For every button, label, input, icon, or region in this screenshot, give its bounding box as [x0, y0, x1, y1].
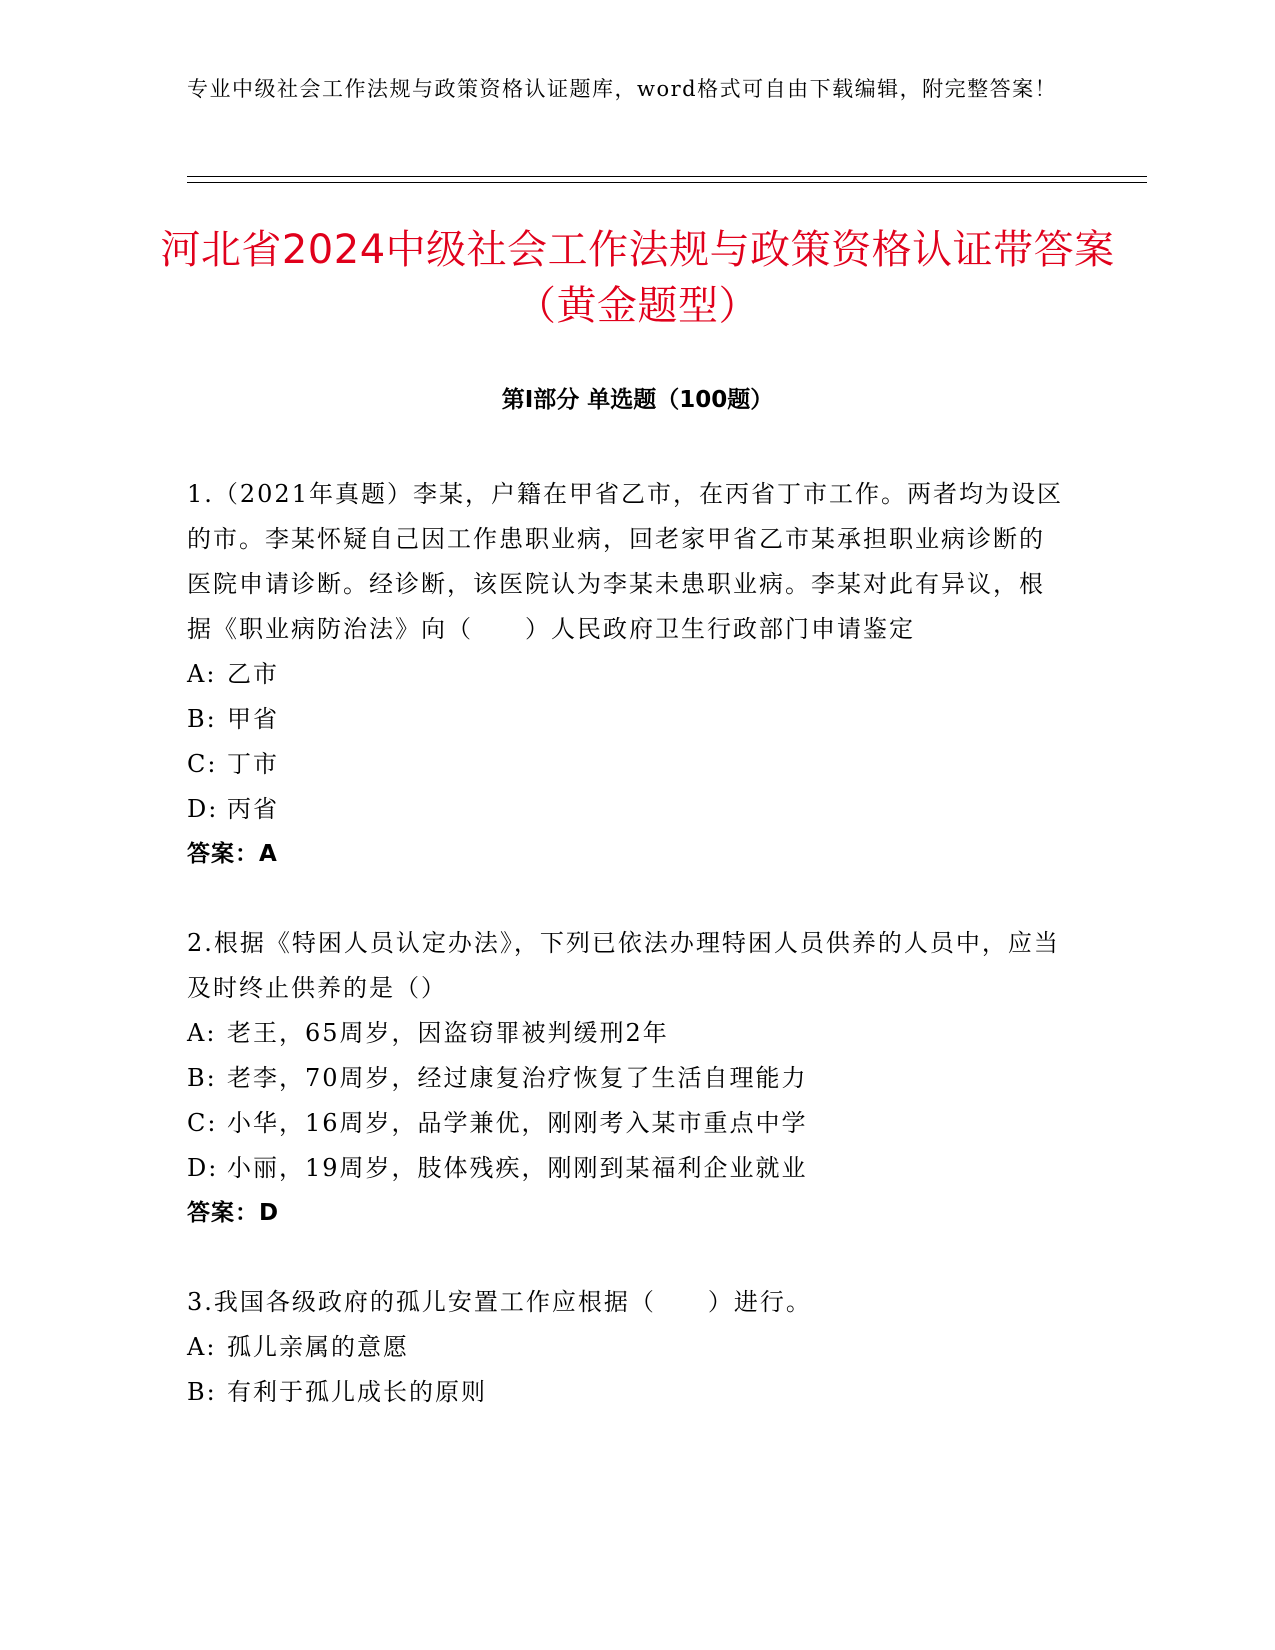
option-b: [187, 1370, 1067, 1415]
question-stem: 3.我国各级政府的孤儿安置工作应根据（ ）进行。: [187, 1288, 812, 1316]
option-text: 丙省: [227, 795, 279, 823]
option-text: 小丽，19周岁，肢体残疾，刚刚到某福利企业就业: [227, 1154, 808, 1182]
answer-label: 答案：D: [187, 1200, 280, 1226]
option-text: 孤儿亲属的意愿: [227, 1333, 409, 1361]
question-list: [187, 472, 1067, 1459]
question-1: [187, 472, 1067, 877]
option-key: A:: [187, 660, 217, 688]
section-title: 第Ⅰ部分 单选题（100题）: [501, 387, 774, 413]
option-b: [187, 1056, 1067, 1101]
answer-label: 答案：A: [187, 841, 278, 867]
option-key: D:: [187, 1154, 219, 1182]
document-title: 河北省2024中级社会工作法规与政策资格认证带答案（黄金题型）: [160, 227, 1115, 329]
option-text: 有利于孤儿成长的原则: [227, 1378, 487, 1406]
option-key: B:: [187, 705, 217, 733]
option-text: 老王，65周岁，因盗窃罪被判缓刑2年: [227, 1019, 669, 1047]
option-text: 老李，70周岁，经过康复治疗恢复了生活自理能力: [227, 1064, 808, 1092]
option-key: D:: [187, 795, 219, 823]
question-3: [187, 1280, 1067, 1415]
option-b: [187, 697, 1067, 742]
option-key: C:: [187, 750, 218, 778]
option-a: [187, 1325, 1067, 1370]
question-stem: 2.根据《特困人员认定办法》，下列已依法办理特困人员供养的人员中，应当及时终止供养的是（）: [187, 929, 1060, 1002]
option-key: B:: [187, 1378, 217, 1406]
header-divider-bottom: [187, 182, 1147, 183]
header-note: 专业中级社会工作法规与政策资格认证题库，word格式可自由下载编辑，附完整答案！: [187, 77, 1058, 101]
option-c: [187, 742, 1067, 787]
option-d: [187, 1146, 1067, 1191]
option-text: 丁市: [227, 750, 279, 778]
header-divider-top: [187, 176, 1147, 177]
option-c: [187, 1101, 1067, 1146]
option-key: A:: [187, 1019, 217, 1047]
option-d: [187, 787, 1067, 832]
question-stem: 1.（2021年真题）李某，户籍在甲省乙市，在丙省丁市工作。两者均为设区的市。李某怀疑自己因工作患职业病，回老家甲省乙市某承担职业病诊断的医院申请诊断。经诊断，该医院认为李某未患职业病。李某对此有异议，根据《职业病防治法》向（ ）人民政府卫生行政部门申请鉴定: [187, 480, 1063, 643]
option-a: [187, 652, 1067, 697]
option-text: 乙市: [227, 660, 279, 688]
option-text: 小华，16周岁，品学兼优，刚刚考入某市重点中学: [227, 1109, 808, 1137]
option-text: 甲省: [227, 705, 279, 733]
option-key: C:: [187, 1109, 218, 1137]
option-a: [187, 1011, 1067, 1056]
option-key: B:: [187, 1064, 217, 1092]
question-2: [187, 921, 1067, 1236]
option-key: A:: [187, 1333, 217, 1361]
